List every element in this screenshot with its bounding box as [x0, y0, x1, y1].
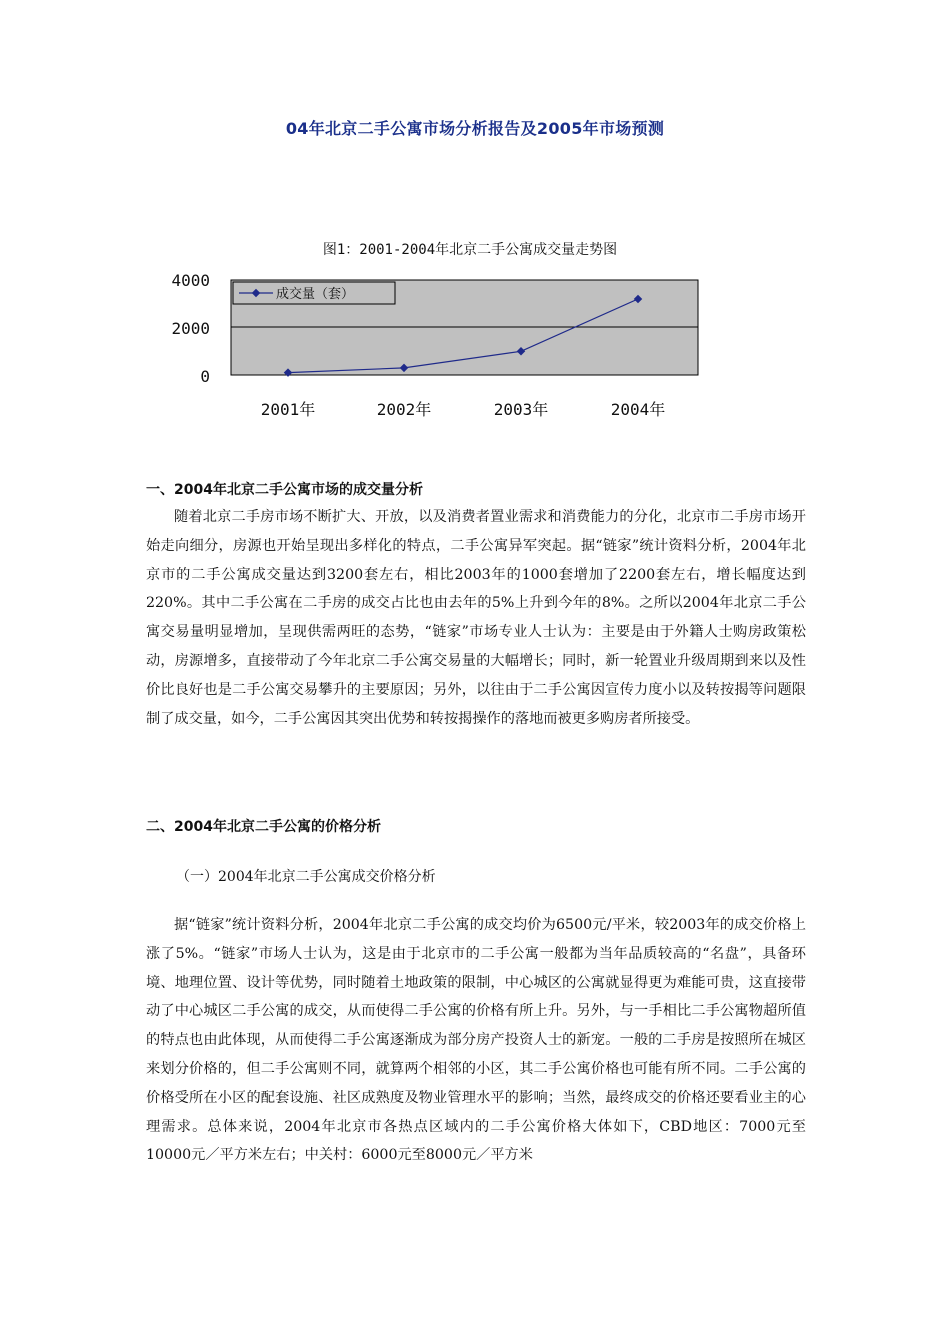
y-tick-label: 4000 — [171, 271, 210, 290]
x-tick-label: 2001年 — [260, 400, 316, 419]
transaction-volume-chart — [140, 228, 760, 428]
page-title: 04年北京二手公寓市场分析报告及2005年市场预测 — [285, 119, 665, 138]
y-tick-label: 0 — [200, 367, 210, 386]
x-tick-label: 2003年 — [493, 400, 549, 419]
x-tick-label: 2002年 — [376, 400, 432, 419]
section-2-paragraph: 据“链家”统计资料分析，2004年北京二手公寓的成交均价为6500元/平米，较2003年的成交价格上涨了5%。“链家”市场人士认为，这是由于北京市的二手公寓一般都为当年品质较高的“名盘”，具备环境、地理位置、设计等优势，同时随着土地政策的限制，中心城区的公寓就显得更为难能可贵，这直接带动了中心城区二手公寓的成交，从而使得二手公寓的价格有所上升。另外，与一手相比二手公寓物超所值的特点也由此体现，从而使得二手公寓逐渐成为部分房产投资人士的新宠。一般的二手房是按照所在城区来划分价格的，但二手公寓则不同，就算两个相邻的小区，其二手公寓价格也可能有所不同。二手公寓的价格受所在小区的配套设施、社区成熟度及物业管理水平的影响；当然，最终成交的价格还要看业主的心理需求。总体来说，2004年北京市各热点区域内的二手公寓价格大体如下，CBD地区：7000元至10000元／平方米左右；中关村：6000元至8000元／平方米 — [146, 917, 806, 1164]
x-tick-label: 2004年 — [610, 400, 666, 419]
legend — [233, 282, 395, 304]
section-1-heading: 一、2004年北京二手公寓市场的成交量分析 — [146, 482, 423, 498]
section-2-subheading: （一）2004年北京二手公寓成交价格分析 — [176, 869, 436, 885]
y-tick-label: 2000 — [171, 319, 210, 338]
section-2-heading: 二、2004年北京二手公寓的价格分析 — [146, 819, 381, 835]
section-1-paragraph: 随着北京二手房市场不断扩大、开放，以及消费者置业需求和消费能力的分化，北京市二手房市场开始走向细分，房源也开始呈现出多样化的特点，二手公寓异军突起。据“链家”统计资料分析，2004年北京市的二手公寓成交量达到3200套左右，相比2003年的1000套增加了2200套左右，增长幅度达到220%。其中二手公寓在二手房的成交占比也由去年的5%上升到今年的8%。之所以2004年北京二手公寓交易量明显增加，呈现供需两旺的态势，“链家”市场专业人士认为：主要是由于外籍人士购房政策松动，房源增多，直接带动了今年北京二手公寓交易量的大幅增长；同时，新一轮置业升级周期到来以及性价比良好也是二手公寓交易攀升的主要原因；另外，以往由于二手公寓因宣传力度小以及转按揭等问题限制了成交量，如今，二手公寓因其突出优势和转按揭操作的落地而被更多购房者所接受。 — [146, 509, 806, 727]
legend-label: 成交量（套） — [276, 287, 355, 302]
chart-title: 图1：2001-2004年北京二手公寓成交量走势图 — [322, 242, 618, 258]
